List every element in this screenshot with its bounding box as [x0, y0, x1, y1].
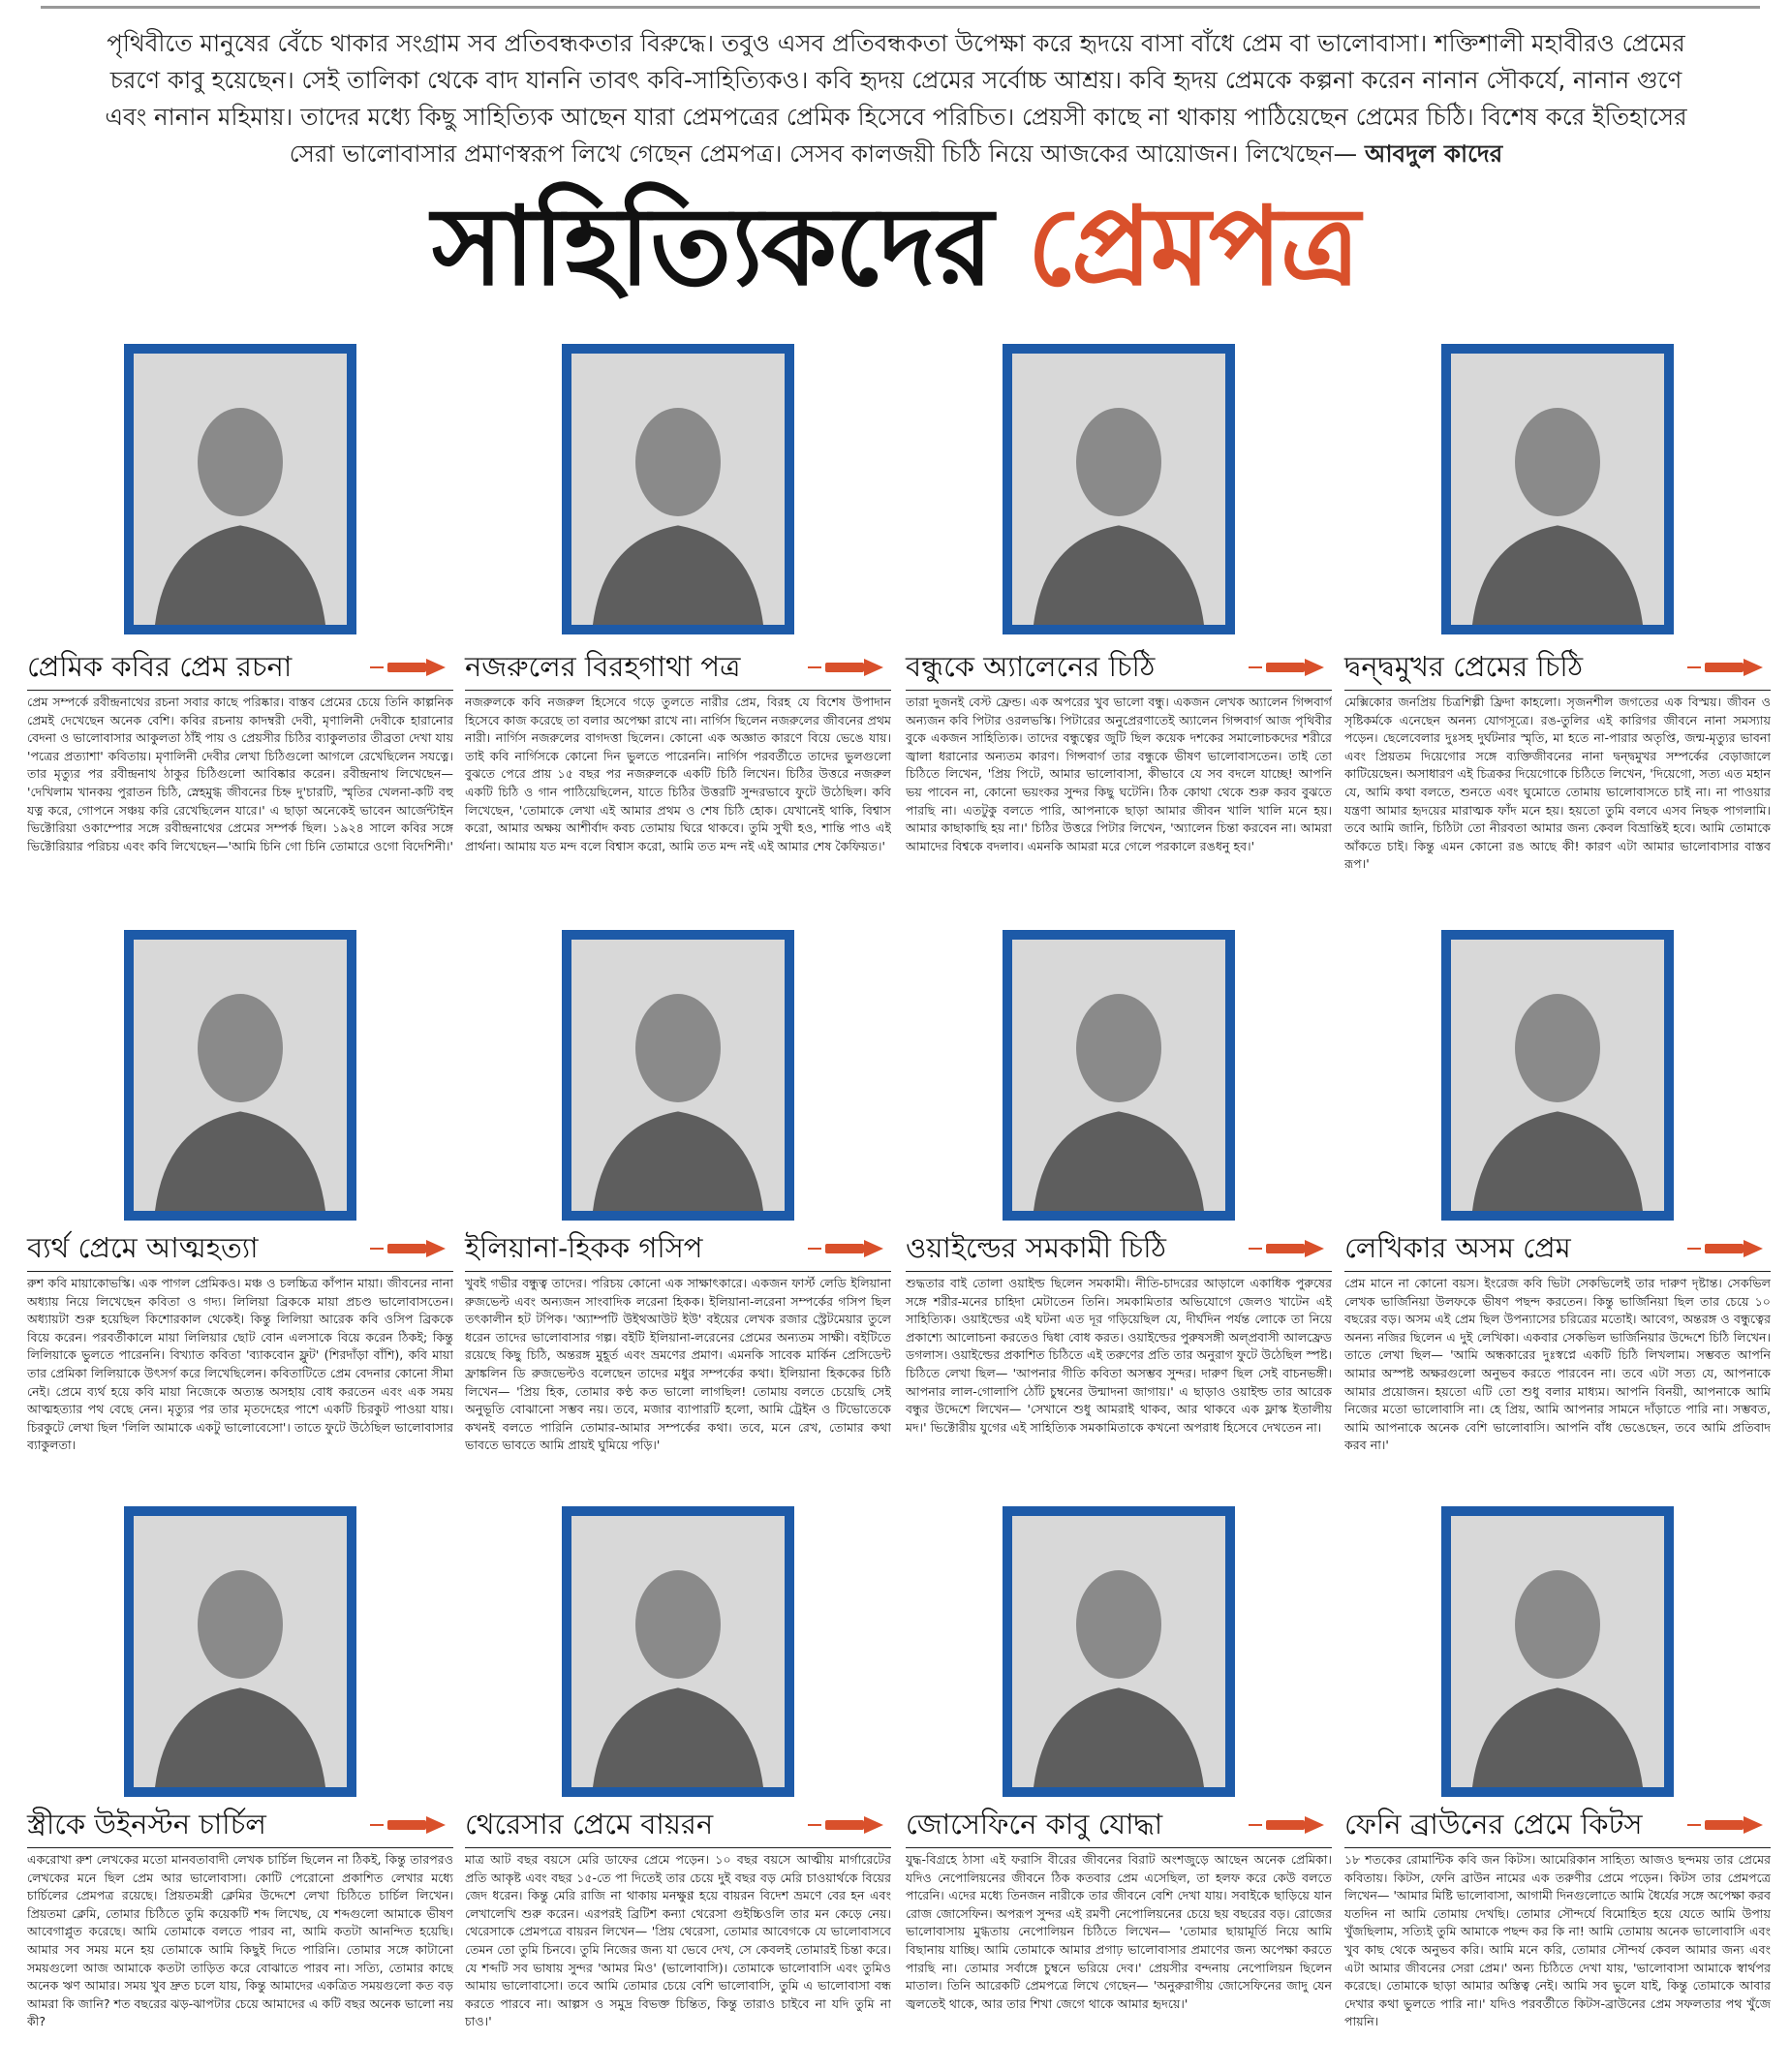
- article-body: খুবই গভীর বন্ধুত্ব তাদের। পরিচয় কোনো এক সাক্ষাৎকারে। একজন ফার্স্ট লেডি ইলিয়ানা রুজভেল্ট এবং অন্যজন সাংবাদিক লরেনা হিকক। ইলিয়ানা-লরেনা সম্পর্কের গসিপ ছিল তৎকালীন হট টপিক। 'অ্যাম্পটি উইথআউট ইউ' বইয়ের লেখক রজার স্ট্রেটমেয়ার তুলে ধরেন তাদের ভালোবাসার গল্প। বইটি ইলিয়ানা-লরেনের প্রেমের অন্যতম সাক্ষী। বইটিতে রয়েছে কিছু চিঠি, অন্তরঙ্গ মুহূর্ত এবং ভ্রমণের প্রমাণ। এমনকি সাবেক মার্কিন প্রেসিডেন্ট ফ্রাঙ্কলিন ডি রুজভেল্টও বলেছেন তাদের মধুর সম্পর্কের কথা। ইলিয়ানা হিককের চিঠি লিখেন— 'প্রিয় হিক, তোমার কণ্ঠ কত ভালো লাগছিল! তোমায় বলতে চেয়েছি সেই অনুভূতি বোঝানো সম্ভব নয়। তবে, মজার ব্যাপারটি হলো, আমি ট্রেইন ও টিভোতেকে কখনই বলতে পারিনি তোমার-আমার সম্পর্কের কথা। তবে, মনে রেখ, তোমার কথা ভাবতে ভাবতে আমি প্রায়ই ঘুমিয়ে পড়ি।': [465, 1276, 891, 1453]
- article-rule: [906, 1847, 1332, 1848]
- portrait-photo: [571, 1516, 785, 1787]
- article-title: বন্ধুকে অ্যালেনের চিঠি: [906, 650, 1156, 683]
- intro-text: পৃথিবীতে মানুষের বেঁচে থাকার সংগ্রাম সব প্রতিবন্ধকতার বিরুদ্ধে। তবুও এসব প্রতিবন্ধকতা উপেক্ষা করে হৃদয়ে বাসা বাঁধে প্রেম বা ভালোবাসা। শক্তিশালী মহাবীরও প্রেমের চরণে কাবু হয়েছেন। সেই তালিকা থেকে বাদ যাননি তাবৎ কবি-সাহিত্যিকও। কবি হৃদয় প্রেমের সর্বোচ্চ আশ্রয়। কবি হৃদয় প্রেমকে কল্পনা করেন নানান সৌকর্যে, নানান গুণে এবং নানান মহিমায়। তাদের মধ্যে কিছু সাহিত্যিক আছেন যারা প্রেমপত্রের প্রেমিক হিসেবে পরিচিত। প্রেয়সী কাছে না থাকায় পাঠিয়েছেন প্রেমের চিঠি। বিশেষ করে ইতিহাসের সেরা ভালোবাসার প্রমাণস্বরূপ লিখে গেছেন প্রেমপত্র। সেসব কালজয়ী চিঠি নিয়ে আজকের আয়োজন। লিখেছেন—: [105, 29, 1687, 168]
- portrait-frame: [1441, 344, 1674, 634]
- portrait-frame: [562, 930, 794, 1221]
- pen-icon: [1705, 1816, 1765, 1834]
- portrait-frame: [1441, 1506, 1674, 1797]
- article-title: লেখিকার অসম প্রেম: [1344, 1231, 1571, 1264]
- article-rule: [1344, 1271, 1771, 1272]
- article-rule: [27, 1271, 453, 1272]
- article-rule: [1344, 690, 1771, 691]
- page-title: [0, 179, 1790, 315]
- portrait-photo: [571, 354, 785, 625]
- article-body: যুদ্ধ-বিগ্রহে ঠাসা এই ফরাসি বীরের জীবনের বিরাট অংশজুড়ে আছেন অনেক প্রেমিকা। যদিও নেপোলিয়নের জীবনে ঠিক কতবার প্রেম এসেছিল, তা হলফ করে কেউ বলতে পারেনি। এদের মধ্যে তিনজন নারীকে তার জীবনে বেশি দেখা যায়। সবাইকে ছাড়িয়ে যান রোজ জোসেফিন। অপরূপ সুন্দর এই রমণী নেপোলিয়নের চেয়ে ছয় বছরের বড়। রোজের ভালোবাসায় মুগ্ধতায় নেপোলিয়ন চিঠিতে লিখেন— 'তোমার ছায়ামূর্তি নিয়ে আমি বিছানায় যাচ্ছি। আমি তোমাকে আমার প্রগাঢ় ভালোবাসার প্রমাণের জন্য অপেক্ষা করতে পারছি না। তোমার সর্বাঙ্গে চুম্বনে ভরিয়ে দেব।' প্রেয়সীর বন্দনায় নেপোলিয়ন ছিলেন মাতাল। তিনি আরেকটি প্রেমপত্রে লিখে গেছেন— 'অনুরুরাগীয় জোসেফিনের জাদু যেন জ্বলতেই থাকে, আর তার শিখা জেগে থাকে আমার হৃদয়ে।': [906, 1852, 1332, 2011]
- article-body: মেক্সিকোর জনপ্রিয় চিত্রশিল্পী ফ্রিদা কাহলো। সৃজনশীল জগতের এক বিস্ময়। জীবন ও সৃষ্টিকর্মকে এনেছেন অনন্য যোগসূত্রে। রঙ-তুলির এই কারিগর জীবনে নানা সমস্যায় পড়েন। ছেলেবেলার দুঃসহ দুর্ঘটনার স্মৃতি, মা হতে না-পারার অতৃপ্তি, জন্ম-মৃত্যুর ভাবনা এবং প্রিয়তম দিয়েগোর সঙ্গে ব্যক্তিজীবনের নানা দ্বন্দ্বমুখর সম্পর্কের বেড়াজালে কাটিয়েছেন। অসাধারণ এই চিত্রকর দিয়েগোকে চিঠিতে লিখেন, 'দিয়েগো, সত্য এত মহান যে, আমি কথা বলতে, শুনতে এবং ঘুমোতে তোমায় ভালোবাসতে চাই না। না পাওয়ার যন্ত্রণা আমার হৃদয়ের মারাত্মক ফাঁদ মনে হয়। হয়তো তুমি বলবে এসব নিছক পাগলামি। তবে আমি জানি, চিঠিটা তো নীরবতা আমার জন্য কেবল বিভ্রান্তিই হবে। আমি তোমাকে আঁকতে চাই। কিন্তু এমন কোনো রঙ আছে কী! কারণ এটা আমার ভালোবাসার বাস্তব রূপ।': [1344, 695, 1771, 872]
- pen-icon: [1705, 659, 1765, 676]
- article-body: তারা দুজনই বেস্ট ফ্রেন্ড। এক অপরের খুব ভালো বন্ধু। একজন লেখক অ্যালেন গিন্সবার্গ অন্যজন কবি পিটার ওরলভস্কি। পিটারের অনুপ্রেরণাতেই অ্যালেন গিন্সবার্গ আজ পৃথিবীর বুকে একজন সাহিত্যিক। তাদের বন্ধুত্বের জুটি ছিল কয়েক দশকের সমালোচকদের শরীরে জ্বালা ধরানোর অন্যতম কারণ। গিন্সবার্গ তার বন্ধুকে ভীষণ ভালোবাসতেন। তাই তো চিঠিতে লিখেন, 'প্রিয় পিটে, আমার ভালোবাসা, কীভাবে যে সব বদলে যাচ্ছে! আপনি ভয় পাবেন না, কোনো ভয়ংকর সুন্দর কিছু ঘটেনি। ঠিক কোথা থেকে শুরু করব বুঝতে পারছি না। এতটুকু বলতে পারি, আপনাকে ছাড়া আমার জীবন খালি খালি মনে হয়। আমার কাছাকাছি হয় না।' চিঠির উত্তরে পিটার লিখেন, 'অ্যালেন চিন্তা করবেন না। আমরা আমাদের বিশ্বকে বদলাব। এমনকি আমরা মরে গেলে পরকালে রঙধনু হব।': [906, 695, 1332, 853]
- portrait-frame: [1003, 1506, 1235, 1797]
- article-rule: [27, 1847, 453, 1848]
- article-body: ১৮ শতকের রোমান্টিক কবি জন কিটস। আমেরিকান সাহিত্য আজও ছন্দময় তার প্রেমের কবিতায়। কিটস, ফেনি ব্রাউন নামের এক তরুণীর প্রেমে পড়েন। কিটস তার প্রেমপত্রে লিখেন— 'আমার মিষ্টি ভালোবাসা, আগামী দিনগুলোতে আমি ধৈর্যের সঙ্গে অপেক্ষা করব যতদিন না আমি তোমায় দেখছি। তোমার সৌন্দর্যে বিমোহিত হয়ে যেতে আমি উপায় খুঁজছিলাম, সত্যিই তুমি আমাকে পছন্দ কর কি না! আমি তোমায় অনেক ভালোবাসি এবং খুব কাছ থেকে অনুভব করি। আমি মনে করি, তোমার সৌন্দর্য কেবল আমার জন্য এবং এটা আমার জীবনের সেরা প্রেম।' অন্য চিঠিতে দেখা যায়, 'ভালোবাসা আমাকে স্বার্থপর করেছে। তোমাকে ছাড়া আমার অস্তিত্ব নেই। আমি সব ভুলে যাই, কিন্তু তোমাকে আবার দেখার কথা ভুলতে পারি না।' যদিও পরবর্তীতে কিটস-ব্রাউনের প্রেম সফলতার পথ খুঁজে পায়নি।: [1344, 1852, 1771, 2029]
- pen-icon: [387, 1240, 448, 1257]
- portrait-photo: [1451, 354, 1664, 625]
- article-body: রুশ কবি মায়াকোভস্কি। এক পাগল প্রেমিকও। মঞ্চ ও চলচ্চিত্র কাঁপান মায়া। জীবনের নানা অধ্যায় নিয়ে লিখেছেন কবিতা ও গদ্য। লিলিয়া ব্রিককে মায়া প্রচণ্ড ভালোবাসতেন। অধ্যায়টা শুরু হয়েছিল কিশোরকাল থেকেই। কিন্তু লিলিয়া আরেক কবি ওসিপ ব্রিককে বিয়ে করেন। পরবর্তীকালে মায়া লিলিয়ার ছোট বোন এলসাকে বিয়ে করেন ঠিকই; কিন্তু লিলিয়াকে ভুলতে পারেননি। বিখ্যাত কবিতা 'ব্যাকবোন ফ্লুট' (শিরদাঁড়া বাঁশি), কবি মায়া তার প্রেমিকা লিলিয়াকে উৎসর্গ করে লিখেছিলেন। কবিতাটিতে প্রেম বেদনার কোনো সীমা নেই। প্রেমে ব্যর্থ হয়ে কবি মায়া নিজেকে অত্যন্ত অসহায় বোধ করতেন এবং এক সময় আত্মহত্যার পথ বেছে নেন। মৃত্যুর পর তার মৃতদেহের পাশে একটি চিরকুট পাওয়া যায়। চিরকুটে লেখা ছিল 'লিলি আমাকে একটু ভালোবেসো'। তাতে ফুটে উঠেছিল ভালোবাসার ব্যাকুলতা।: [27, 1276, 453, 1453]
- portrait-frame: [124, 344, 356, 634]
- article-rule: [906, 1271, 1332, 1272]
- article-body: শুদ্ধতার বাই তোলা ওয়াইল্ড ছিলেন সমকামী। নীতি-চাদরের আড়ালে একাধিক পুরুষের সঙ্গে শরীর-মনের চাহিদা মেটাতেন তিনি। সমকামিতার অভিযোগে জেলও খাটেন এই সাহিত্যিক। ওয়াইল্ডের এই ঘটনা এত দূর গড়িয়েছিল যে, দীর্ঘদিন পর্যন্ত লোকে তা নিয়ে প্রকাশ্যে আলোচনা করতেও দ্বিধা বোধ করত। ওয়াইল্ডের পুরুষসঙ্গী অল্প্রবাসী আলফ্রেড ডগলাস। ওয়াইল্ডের প্রকাশিত চিঠিতে এই তরুণের প্রতি তার অনুরাগ ফুটে উঠেছিল স্পষ্ট। চিঠিতে লেখা ছিল— 'আপনার গীতি কবিতা অসম্ভব সুন্দর। দারুণ ছিল সেই বাচনভঙ্গী। আপনার লাল-গোলাপি ঠোঁট চুম্বনের উন্মাদনা জাগায়।' এ ছাড়াও ওয়াইল্ড তার আরেক বন্ধুর উদ্দেশে লিখেন— 'সেখানে শুধু আমরাই থাকব, আর থাকবে এক ফ্লাস্ক ইতালীয় মদ।' ভিক্টোরীয় যুগের এই সাহিত্যিক সমকামিতাকে কখনো অপরাধ হিসেবে দেখতেন না।: [906, 1276, 1332, 1435]
- top-rule: [41, 6, 1760, 9]
- pen-icon: [1266, 1240, 1326, 1257]
- pen-icon: [1705, 1240, 1765, 1257]
- pen-icon: [825, 659, 885, 676]
- page-title-red: প্রেমপত্র: [1027, 184, 1359, 310]
- article-rule: [27, 690, 453, 691]
- portrait-photo: [1451, 1516, 1664, 1787]
- article-body: প্রেম মানে না কোনো বয়স। ইংরেজ কবি ভিটা সেকভিলেই তার দারুণ দৃষ্টান্ত। সেকভিল লেখক ভার্জিনিয়া উলফকে ভীষণ পছন্দ করতেন। কিন্তু ভার্জিনিয়া ছিল তার চেয়ে ১০ বছরের বড়। অসম এই প্রেম ছিল উপন্যাসের চরিত্রের মতোই। আবেগ, অন্তরঙ্গ ও বন্ধুত্বের অনন্য নজির ছিলেন এ দুই লেখিকা। একবার সেকভিল ভার্জিনিয়ার উদ্দেশে চিঠি লিখেন। তাতে লেখা ছিল— 'আমি অন্ধকারের দুঃস্বপ্নে একটি চিঠি লিখলাম। সম্ভবত আপনি আমার অস্পষ্ট অক্ষরগুলো অনুভব করতে পারবেন না। তবে এটা সত্য যে, আপনাকে আমার প্রয়োজন। হয়তো এটি তো শুধু বলার মাধ্যম। আপনি বিনয়ী, আপনাকে আমি নিজের মতো ভালোবাসি না। হে প্রিয়, আমি আপনার সামনে দাঁড়াতে পারি না। সম্ভবত, আমি আপনাকে অনেক বেশি ভালোবাসি। আপনি বাঁধ ভেঙেছেন, তবে আমি প্রতিবাদ করব না।': [1344, 1276, 1771, 1453]
- portrait-frame: [562, 1506, 794, 1797]
- pen-icon: [1266, 1816, 1326, 1834]
- intro-paragraph: [97, 25, 1695, 172]
- portrait-frame: [1003, 930, 1235, 1221]
- article-rule: [465, 1271, 891, 1272]
- article-body: নজরুলকে কবি নজরুল হিসেবে গড়ে তুলতে নারীর প্রেম, বিরহ যে বিশেষ উপাদান হিসেবে কাজ করেছে তা বলার অপেক্ষা রাখে না। নার্গিস ছিলেন নজরুলের জীবনের প্রথম নারী। নার্গিস নজরুলের বাগদত্তা ছিলেন। কোনো এক অজ্ঞাত কারণে বিয়ে ভেঙে যায়। তাই কবি নার্গিসকে কোনো দিন ভুলতে পারেননি। নার্গিস পরবর্তীতে তাদের ভুলগুলো বুঝতে পেরে প্রায় ১৫ বছর পর নজরুলকে একটি চিঠি লিখেন। চিঠির উত্তরে নজরুল একটি চিঠি ও গান পাঠিয়েছিলেন, যাতে চিঠির উত্তরটি সুন্দরভাবে ফুটে উঠেছিল। কবি লিখেছেন, 'তোমাকে লেখা এই আমার প্রথম ও শেষ চিঠি হোক। যেখানেই থাকি, বিশ্বাস করো, আমার অক্ষয় আশীর্বাদ কবচ তোমায় ঘিরে থাকবে। তুমি সুখী হও, শান্তি পাও এই প্রার্থনা। আমায় যত মন্দ বলে বিশ্বাস করো, আমি তত মন্দ নই এই আমার শেষ কৈফিয়ত।': [465, 695, 891, 853]
- article-title: ফেনি ব্রাউনের প্রেমে কিটস: [1344, 1808, 1643, 1840]
- article-title: থেরেসার প্রেমে বায়রন: [465, 1808, 714, 1840]
- pen-icon: [387, 1816, 448, 1834]
- portrait-frame: [1003, 344, 1235, 634]
- portrait-photo: [1012, 354, 1225, 625]
- portrait-photo: [134, 354, 347, 625]
- pen-icon: [1266, 659, 1326, 676]
- article-rule: [465, 1847, 891, 1848]
- pen-icon: [825, 1816, 885, 1834]
- pen-icon: [825, 1240, 885, 1257]
- portrait-photo: [1451, 940, 1664, 1211]
- article-title: ওয়াইল্ডের সমকামী চিঠি: [906, 1231, 1166, 1264]
- article-title: প্রেমিক কবির প্রেম রচনা: [27, 650, 293, 683]
- article-title: স্ত্রীকে উইনস্টন চার্চিল: [27, 1808, 266, 1840]
- portrait-photo: [1012, 1516, 1225, 1787]
- article-rule: [906, 690, 1332, 691]
- portrait-photo: [134, 1516, 347, 1787]
- portrait-frame: [124, 930, 356, 1221]
- article-rule: [465, 690, 891, 691]
- article-body: মাত্র আট বছর বয়সে মেরি ডাফের প্রেমে পড়েন। ১০ বছর বয়সে আত্মীয় মার্গারেটের প্রতি আকৃষ্ট এবং বছর ১৫-তে পা দিতেই তার চেয়ে দুই বছর বড় মেরি চাওয়ার্থকে বিয়ের জেদ ধরেন। কিন্তু মেরি রাজি না থাকায় মনক্ষুণ্ণ হয়ে বায়রন বিদেশ ভ্রমণে বের হন এবং লেখালেখি শুরু করেন। এরপরই ব্রিটিশ কন্যা থেরেসা গুইচ্চিওলি তার মন কেড়ে নেয়। থেরেসাকে প্রেমপত্রে বায়রন লিখেন— 'প্রিয় থেরেসা, তোমার আবেগকে যে ভালোবাসবে তেমন তো তুমি চিনবে। তুমি নিজের জন্য যা ভেবে দেখ, সে কেবলই তোমারই চিন্তা করে। যে শব্দটি সব ভাষায় সুন্দর 'আমর মিও' (ভালোবাসি)। তোমাকে ভালোবাসি এবং তুমিও আমায় ভালোবাসো। তবে আমি তোমার চেয়ে বেশি ভালোবাসি, তুমি এ ভালোবাসা বন্ধ করতে পারবে না। আল্পস ও সমুদ্র বিভক্ত চিন্তিত, কিন্তু তারাও চাইবে না যদি তুমি না চাও।': [465, 1852, 891, 2029]
- portrait-frame: [1441, 930, 1674, 1221]
- portrait-frame: [124, 1506, 356, 1797]
- pen-icon: [387, 659, 448, 676]
- article-rule: [1344, 1847, 1771, 1848]
- article-title: ব্যর্থ প্রেমে আত্মহত্যা: [27, 1231, 259, 1264]
- article-body: একরোখা রুশ লেখকের মতো মানবতাবাদী লেখক চার্চিল ছিলেন না ঠিকই, কিন্তু তারপরও লেখকের মনে ছিল প্রেম আর ভালোবাসা। কোটি পেরোনো প্রকাশিত লেখার মধ্যে চার্চিলের প্রেমপত্র রয়েছে। প্রিয়তমস্ত্রী ক্লেমির উদ্দেশে লেখা চিঠিতে চার্চিল লিখেন। প্রিয়তমা ক্লেমি, তোমার চিঠিতে তুমি কয়েকটি শব্দ লিখেছ, যে শব্দগুলো আমাকে ভীষণ আবেগাপ্লুত করেছে। আমি তোমাকে বলতে পারব না, আমি কতটা আনন্দিত হয়েছি। আমার সব সময় মনে হয় তোমাকে আমি কিছুই দিতে পারিনি। তোমার সঙ্গে কাটানো সময়গুলো আজ আমাকে কতটা তাড়িত করে বোঝাতে পারব না। সত্যি, তোমার কাছে অনেক ঋণ আমার। সময় খুব দ্রুত চলে যায়, কিন্তু আমাদের একত্রিত সময়গুলো কত বড় আমরা কি জানি? শত বছরের ঝড়-ঝাপটার চেয়ে আমাদের এ কটি বছর অনেক ভালো নয় কী?: [27, 1852, 453, 2029]
- article-title: দ্বন্দ্বমুখর প্রেমের চিঠি: [1344, 650, 1584, 683]
- article-body: প্রেম সম্পর্কে রবীন্দ্রনাথের রচনা সবার কাছে পরিষ্কার। বাস্তব প্রেমের চেয়ে তিনি কাল্পনিক প্রেমই দেখেছেন অনেক বেশি। কবির রচনায় কাদম্বরী দেবী, মৃণালিনী দেবীকে হারানোর বেদনা ও ভালোবাসার আকুলতা ঠাঁই পায় ও প্রেয়সীর চিঠির ব্যাকুলতার তীব্রতা দেখা যায় 'পত্রের প্রত্যাশা' কবিতায়। মৃণালিনী দেবীর লেখা চিঠিগুলো আগলে রেখেছিলেন সযত্নে। তার মৃত্যুর পর রবীন্দ্রনাথ ঠাকুর চিঠিগুলো আবিষ্কার করেন। রবীন্দ্রনাথ লিখেছেন— 'দেখিলাম খানকয় পুরাতন চিঠি, স্নেহমুগ্ধ জীবনের চিহ্ন দু'চারটি, স্মৃতির খেলনা-কটি বহু যত্ন করে, গোপনে সঞ্চয় করি রেখেছিলেন যারে।' এ ছাড়া অনেকেই ভাবেন আর্জেন্টাইন ভিক্টোরিয়া ওকাম্পোর সঙ্গে রবীন্দ্রনাথের প্রেমের সম্পর্ক ছিল। ১৯২৪ সালে কবির সঙ্গে ভিক্টোরিয়ার পরিচয় এবং কবি লিখেছেন—'আমি চিনি গো চিনি তোমারে ওগো বিদেশিনী।': [27, 695, 453, 853]
- portrait-frame: [562, 344, 794, 634]
- portrait-photo: [571, 940, 785, 1211]
- article-title: ইলিয়ানা-হিকক গসিপ: [465, 1231, 703, 1264]
- portrait-photo: [134, 940, 347, 1211]
- portrait-photo: [1012, 940, 1225, 1211]
- article-title: জোসেফিনে কাবু যোদ্ধা: [906, 1808, 1163, 1840]
- author-name: আবদুল কাদের: [1364, 139, 1503, 168]
- page-title-black: সাহিত্যিকদের: [431, 184, 992, 310]
- article-title: নজরুলের বিরহগাথা পত্র: [465, 650, 741, 683]
